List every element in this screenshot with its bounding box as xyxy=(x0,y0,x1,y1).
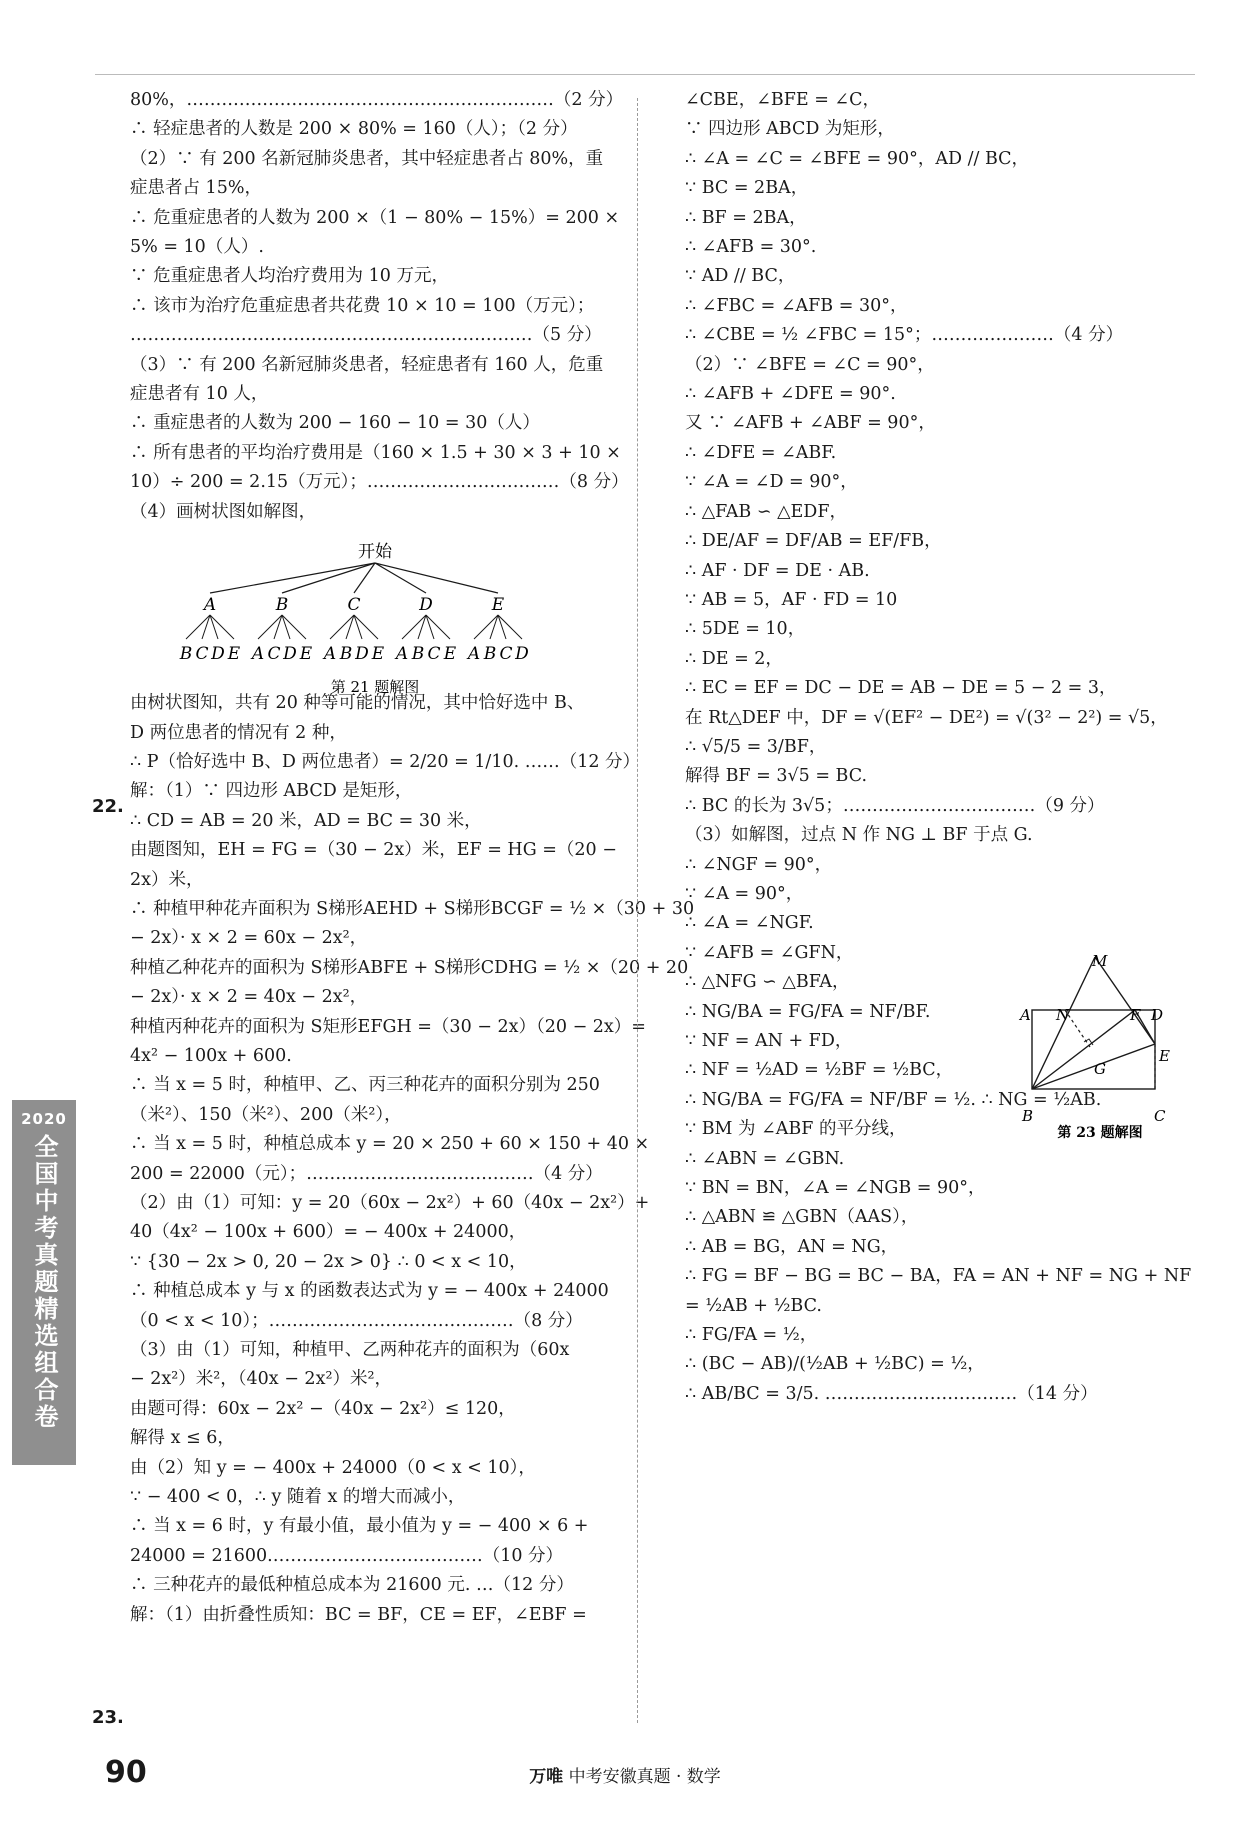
q23-figure xyxy=(1020,952,1185,1142)
text-line: 由（2）知 y = − 400x + 24000（0 < x < 10）， xyxy=(130,1457,536,1478)
left-column xyxy=(130,86,695,1630)
tree-leaf-label: A xyxy=(395,644,409,664)
text-line: ∵ BN = BN，∠A = ∠NGB = 90°， xyxy=(685,1178,986,1199)
text-line: ∴ 三种花卉的最低种植总成本为 21600 元. …（12 分） xyxy=(130,1575,574,1596)
text-line: 解得 BF = 3√5 = BC. xyxy=(685,766,868,787)
tree-edge xyxy=(375,563,426,593)
text-line: ∴ ∠DFE = ∠ABF. xyxy=(685,442,837,463)
q23-answer-start xyxy=(130,1601,620,1630)
text-line: ∴ DE = 2， xyxy=(685,648,783,669)
q23-solution-block xyxy=(685,86,1192,1409)
text-line: ∴ 轻症患者的人数是 200 × 80% = 160（人）；（2 分） xyxy=(130,119,578,140)
q23-figure-caption: 第 23 题解图 xyxy=(1057,1125,1143,1141)
text-line: 200 = 22000（元）；…………………………………（4 分） xyxy=(130,1163,603,1184)
text-line: ∴ △FAB ∽ △EDF， xyxy=(685,501,847,522)
text-line: 2x）米， xyxy=(130,869,204,890)
text-line: ∴ √5/5 = 3/BF， xyxy=(685,736,827,757)
tree-caption: 第 21 题解图 xyxy=(330,678,420,696)
text-line: ∴ CD = AB = 20 米，AD = BC = 30 米， xyxy=(130,810,482,831)
tree-edge xyxy=(375,563,498,593)
figure-point-label: D xyxy=(1151,1006,1164,1024)
text-line: ∵ AB = 5，AF · FD = 10 xyxy=(685,589,898,610)
text-line: ……………………………………………………………（5 分） xyxy=(130,325,602,346)
text-line: D 两位患者的情况有 2 种， xyxy=(130,722,347,743)
text-line: ∴ 当 x = 5 时，种植总成本 y = 20 × 250 + 60 × 150 + 40 × xyxy=(130,1134,650,1155)
text-line: 24000 = 21600.………………………………（10 分） xyxy=(130,1545,564,1566)
text-line: ∴ △ABN ≌ △GBN（AAS）， xyxy=(685,1207,919,1228)
text-line: ∴ ∠AFB = 30°. xyxy=(685,237,817,258)
footer xyxy=(0,1762,1250,1787)
tree-leaf-label: D xyxy=(355,644,369,664)
question-number-23: 23. xyxy=(92,1707,124,1728)
text-line: ∴ BF = 2BA， xyxy=(685,207,807,228)
text-line: ∴ △NFG ∽ △BFA， xyxy=(685,972,850,993)
text-line: ∴ FG = BF − BG = BC − BA，FA = AN + NF = NG + NF xyxy=(685,1266,1192,1287)
text-line: 由题可得：60x − 2x² −（40x − 2x²）≤ 120， xyxy=(130,1398,516,1419)
tree-leaf-label: D xyxy=(283,644,297,664)
text-line: ∴ NG/BA = FG/FA = NF/BF = ½. ∴ NG = ½AB. xyxy=(685,1089,1102,1110)
text-line: ∴ ∠NGF = 90°， xyxy=(685,854,833,875)
column-divider xyxy=(637,98,638,1723)
text-line: ∴ EC = EF = DC − DE = AB − DE = 5 − 2 = 3， xyxy=(685,678,1117,699)
text-line: ∵ ∠A = 90°， xyxy=(685,883,804,904)
side-tab-title: 全国中考真题精选组合卷 xyxy=(30,1134,58,1431)
text-line: ∴ DE/AF = DF/AB = EF/FB， xyxy=(685,531,942,552)
text-line: 种植乙种花卉的面积为 S梯形ABFE + S梯形CDHG = ½ ×（20 + 20 xyxy=(130,957,689,978)
top-rule xyxy=(95,74,1195,75)
tree-leaf-label: B xyxy=(411,644,425,664)
figure-point-label: G xyxy=(1094,1060,1106,1078)
text-line: ∴ 重症患者的人数为 200 − 160 − 10 = 30（人） xyxy=(130,413,540,434)
tree-branch-label: B xyxy=(275,595,289,615)
tree-leaf-label: C xyxy=(195,644,209,664)
text-line: = ½AB + ½BC. xyxy=(685,1295,822,1316)
text-line: 解：（1）由折叠性质知：BC = BF，CE = EF，∠EBF = xyxy=(130,1604,587,1625)
question-number-22: 22. xyxy=(92,796,124,817)
tree-leaf-label: E xyxy=(299,644,313,664)
side-tab xyxy=(12,1100,76,1465)
text-line: ∴ ∠FBC = ∠AFB = 30°， xyxy=(685,295,908,316)
text-line: ∵ BC = 2BA， xyxy=(685,178,809,199)
text-line: 又 ∵ ∠AFB + ∠ABF = 90°， xyxy=(685,413,936,434)
text-line: （2）由（1）可知：y = 20（60x − 2x²）+ 60（40x − 2x²）+ xyxy=(130,1193,650,1213)
text-line: ∴ ∠ABN = ∠GBN. xyxy=(685,1148,845,1169)
text-line: ∠CBE，∠BFE = ∠C， xyxy=(685,90,880,110)
text-line: ∵ AD // BC， xyxy=(685,266,796,287)
text-line: ∵ 危重症患者人均治疗费用为 10 万元， xyxy=(130,266,449,287)
text-line: ∵ BM 为 ∠ABF 的平分线， xyxy=(685,1119,907,1140)
text-line: （0 < x < 10）；……………………………………（8 分） xyxy=(130,1310,583,1331)
tree-edge xyxy=(354,563,375,593)
tree-diagram xyxy=(179,535,570,696)
text-line: − 2x）· x × 2 = 60x − 2x²， xyxy=(130,928,368,949)
figure-point-label: M xyxy=(1092,952,1108,970)
text-line: − 2x）· x × 2 = 40x − 2x²， xyxy=(130,987,368,1008)
text-line: ∴ AB/BC = 3/5. ……………………………（14 分） xyxy=(685,1383,1098,1404)
text-line: 5% = 10（人）. xyxy=(130,237,264,258)
text-line: ∴ P（恰好选中 B、D 两位患者）= 2/20 = 1/10. ……（12 分） xyxy=(130,751,641,772)
segment-BF xyxy=(1032,1010,1135,1089)
text-line: ∴ 5DE = 10， xyxy=(685,619,806,640)
text-line: 由树状图知，共有 20 种等可能的情况，其中恰好选中 B、 xyxy=(130,693,585,714)
left-probability-block xyxy=(130,689,641,777)
text-line: （2）∵ 有 200 名新冠肺炎患者，其中轻症患者占 80%，重 xyxy=(130,148,604,169)
text-line: ∵ ∠A = ∠D = 90°， xyxy=(685,472,858,493)
text-line: ∴ (BC − AB)/(½AB + ½BC) = ½， xyxy=(685,1354,985,1375)
text-line: 10）÷ 200 = 2.15（万元）；……………………………（8 分） xyxy=(130,472,629,493)
text-line: ∴ FG/FA = ½， xyxy=(685,1325,818,1346)
text-line: 症患者占 15%， xyxy=(130,178,262,199)
text-line: 80%，………………………………………………………（2 分） xyxy=(130,90,624,110)
text-line: 解：（1）∵ 四边形 ABCD 是矩形， xyxy=(130,781,413,802)
text-line: ∴ AF · DF = DE · AB. xyxy=(685,560,870,581)
text-line: ∴ ∠A = ∠C = ∠BFE = 90°，AD // BC， xyxy=(685,148,1030,169)
text-line: （3）如解图，过点 N 作 NG ⊥ BF 于点 G. xyxy=(685,825,1033,846)
text-line: ∴ 种植甲种花卉面积为 S梯形AEHD + S梯形BCGF = ½ ×（30 + 30 xyxy=(130,898,695,919)
tree-leaf-label: E xyxy=(227,644,241,664)
figure-point-label: E xyxy=(1159,1047,1170,1065)
figure-point-label: A xyxy=(1020,1006,1031,1024)
text-line: ∴ 危重症患者的人数为 200 ×（1 − 80% − 15%）= 200 × xyxy=(130,207,620,228)
text-line: 由题图知，EH = FG =（30 − 2x）米，EF = HG =（20 − xyxy=(130,840,617,861)
tree-leaf-label: B xyxy=(483,644,497,664)
text-line: ∴ 所有患者的平均治疗费用是（160 × 1.5 + 30 × 3 + 10 × xyxy=(130,442,621,463)
tree-leaf-label: D xyxy=(515,644,529,664)
tree-branch-label: A xyxy=(203,595,217,615)
text-line: 症患者有 10 人， xyxy=(130,384,269,405)
figure-labels xyxy=(1018,952,1170,1125)
text-line: ∴ NG/BA = FG/FA = NF/BF. xyxy=(685,1001,931,1022)
text-line: 4x² − 100x + 600. xyxy=(130,1045,292,1066)
tree-leaf-label: B xyxy=(339,644,353,664)
q22-answer-block xyxy=(130,777,695,1600)
tree-branches xyxy=(179,563,529,664)
tree-leaf-label: B xyxy=(179,644,193,664)
tree-leaf-label: A xyxy=(323,644,337,664)
figure-point-label: B xyxy=(1022,1107,1034,1125)
figure-point-label: C xyxy=(1154,1107,1166,1125)
right-column xyxy=(685,86,1192,1409)
tree-branch-label: D xyxy=(419,595,433,615)
tree-leaf-label: E xyxy=(371,644,385,664)
footer-title: 中考安徽真题 · 数学 xyxy=(568,1767,721,1787)
text-line: ∴ ∠A = ∠NGF. xyxy=(685,913,814,934)
text-line: ∵ NF = AN + FD， xyxy=(685,1031,853,1051)
text-line: ∵ {30 − 2x > 0, 20 − 2x > 0} ∴ 0 < x < 10， xyxy=(130,1251,527,1272)
segment-ME xyxy=(1095,957,1155,1044)
text-line: ∴ 该市为治疗危重症患者共花费 10 × 10 = 100（万元）； xyxy=(130,295,595,316)
side-tab-year: 2020 xyxy=(21,1110,67,1128)
text-line: ∵ 四边形 ABCD 为矩形， xyxy=(685,119,895,140)
text-line: ∴ ∠CBE = ½ ∠FBC = 15°；…………………（4 分） xyxy=(685,325,1124,346)
tree-leaf-label: C xyxy=(267,644,281,664)
tree-branch-label: E xyxy=(491,595,505,615)
figure-point-label: N xyxy=(1056,1006,1070,1024)
text-line: ∵ ∠AFB = ∠GFN， xyxy=(685,942,854,963)
tree-leaf-label: A xyxy=(251,644,265,664)
text-line: ∴ NF = ½AD = ½BF = ½BC， xyxy=(685,1060,954,1081)
figure-point-label: F xyxy=(1130,1006,1141,1024)
tree-root-label: 开始 xyxy=(358,542,392,562)
tree-edge xyxy=(210,563,375,593)
text-line: （3）由（1）可知，种植甲、乙两种花卉的面积为（60x xyxy=(130,1340,570,1361)
text-line: ∴ BC 的长为 3√5；……………………………（9 分） xyxy=(685,795,1105,816)
text-line: ∴ AB = BG，AN = NG， xyxy=(685,1236,899,1257)
tree-leaf-label: E xyxy=(443,644,457,664)
text-line: 种植丙种花卉的面积为 S矩形EFGH =（30 − 2x）（20 − 2x）= xyxy=(130,1016,646,1037)
tree-edge xyxy=(282,563,375,593)
left-answer-block xyxy=(130,86,629,527)
text-line: 解得 x ≤ 6， xyxy=(130,1428,235,1449)
text-line: ∵ − 400 < 0，∴ y 随着 x 的增大而减小， xyxy=(130,1487,466,1508)
tree-leaf-label: C xyxy=(427,644,441,664)
text-line: ∴ 当 x = 5 时，种植甲、乙、丙三种花卉的面积分别为 250 xyxy=(130,1075,600,1096)
text-line: ∴ ∠AFB + ∠DFE = 90°. xyxy=(685,384,896,405)
text-line: − 2x²）米²，（40x − 2x²）米²， xyxy=(130,1369,392,1390)
text-line: （米²）、150（米²）、200（米²）， xyxy=(130,1104,402,1125)
text-line: （3）∵ 有 200 名新冠肺炎患者，轻症患者有 160 人，危重 xyxy=(130,354,604,375)
tree-branch-label: C xyxy=(347,595,361,615)
tree-leaf-label: A xyxy=(467,644,481,664)
text-line: ∴ 当 x = 6 时，y 有最小值，最小值为 y = − 400 × 6 + xyxy=(130,1516,589,1537)
text-line: （4）画树状图如解图， xyxy=(130,501,317,522)
tree-leaf-label: C xyxy=(499,644,513,664)
footer-brand: 万唯 xyxy=(529,1767,564,1787)
page-number: 90 xyxy=(105,1755,147,1790)
text-line: 在 Rt△DEF 中，DF = √(EF² − DE²) = √(3² − 2²) = √5， xyxy=(685,707,1168,728)
text-line: 40（4x² − 100x + 600）= − 400x + 24000， xyxy=(130,1222,527,1243)
tree-leaf-label: D xyxy=(211,644,225,664)
text-line: （2）∵ ∠BFE = ∠C = 90°， xyxy=(685,354,935,375)
text-line: ∴ 种植总成本 y 与 x 的函数表达式为 y = − 400x + 24000 xyxy=(130,1281,609,1302)
